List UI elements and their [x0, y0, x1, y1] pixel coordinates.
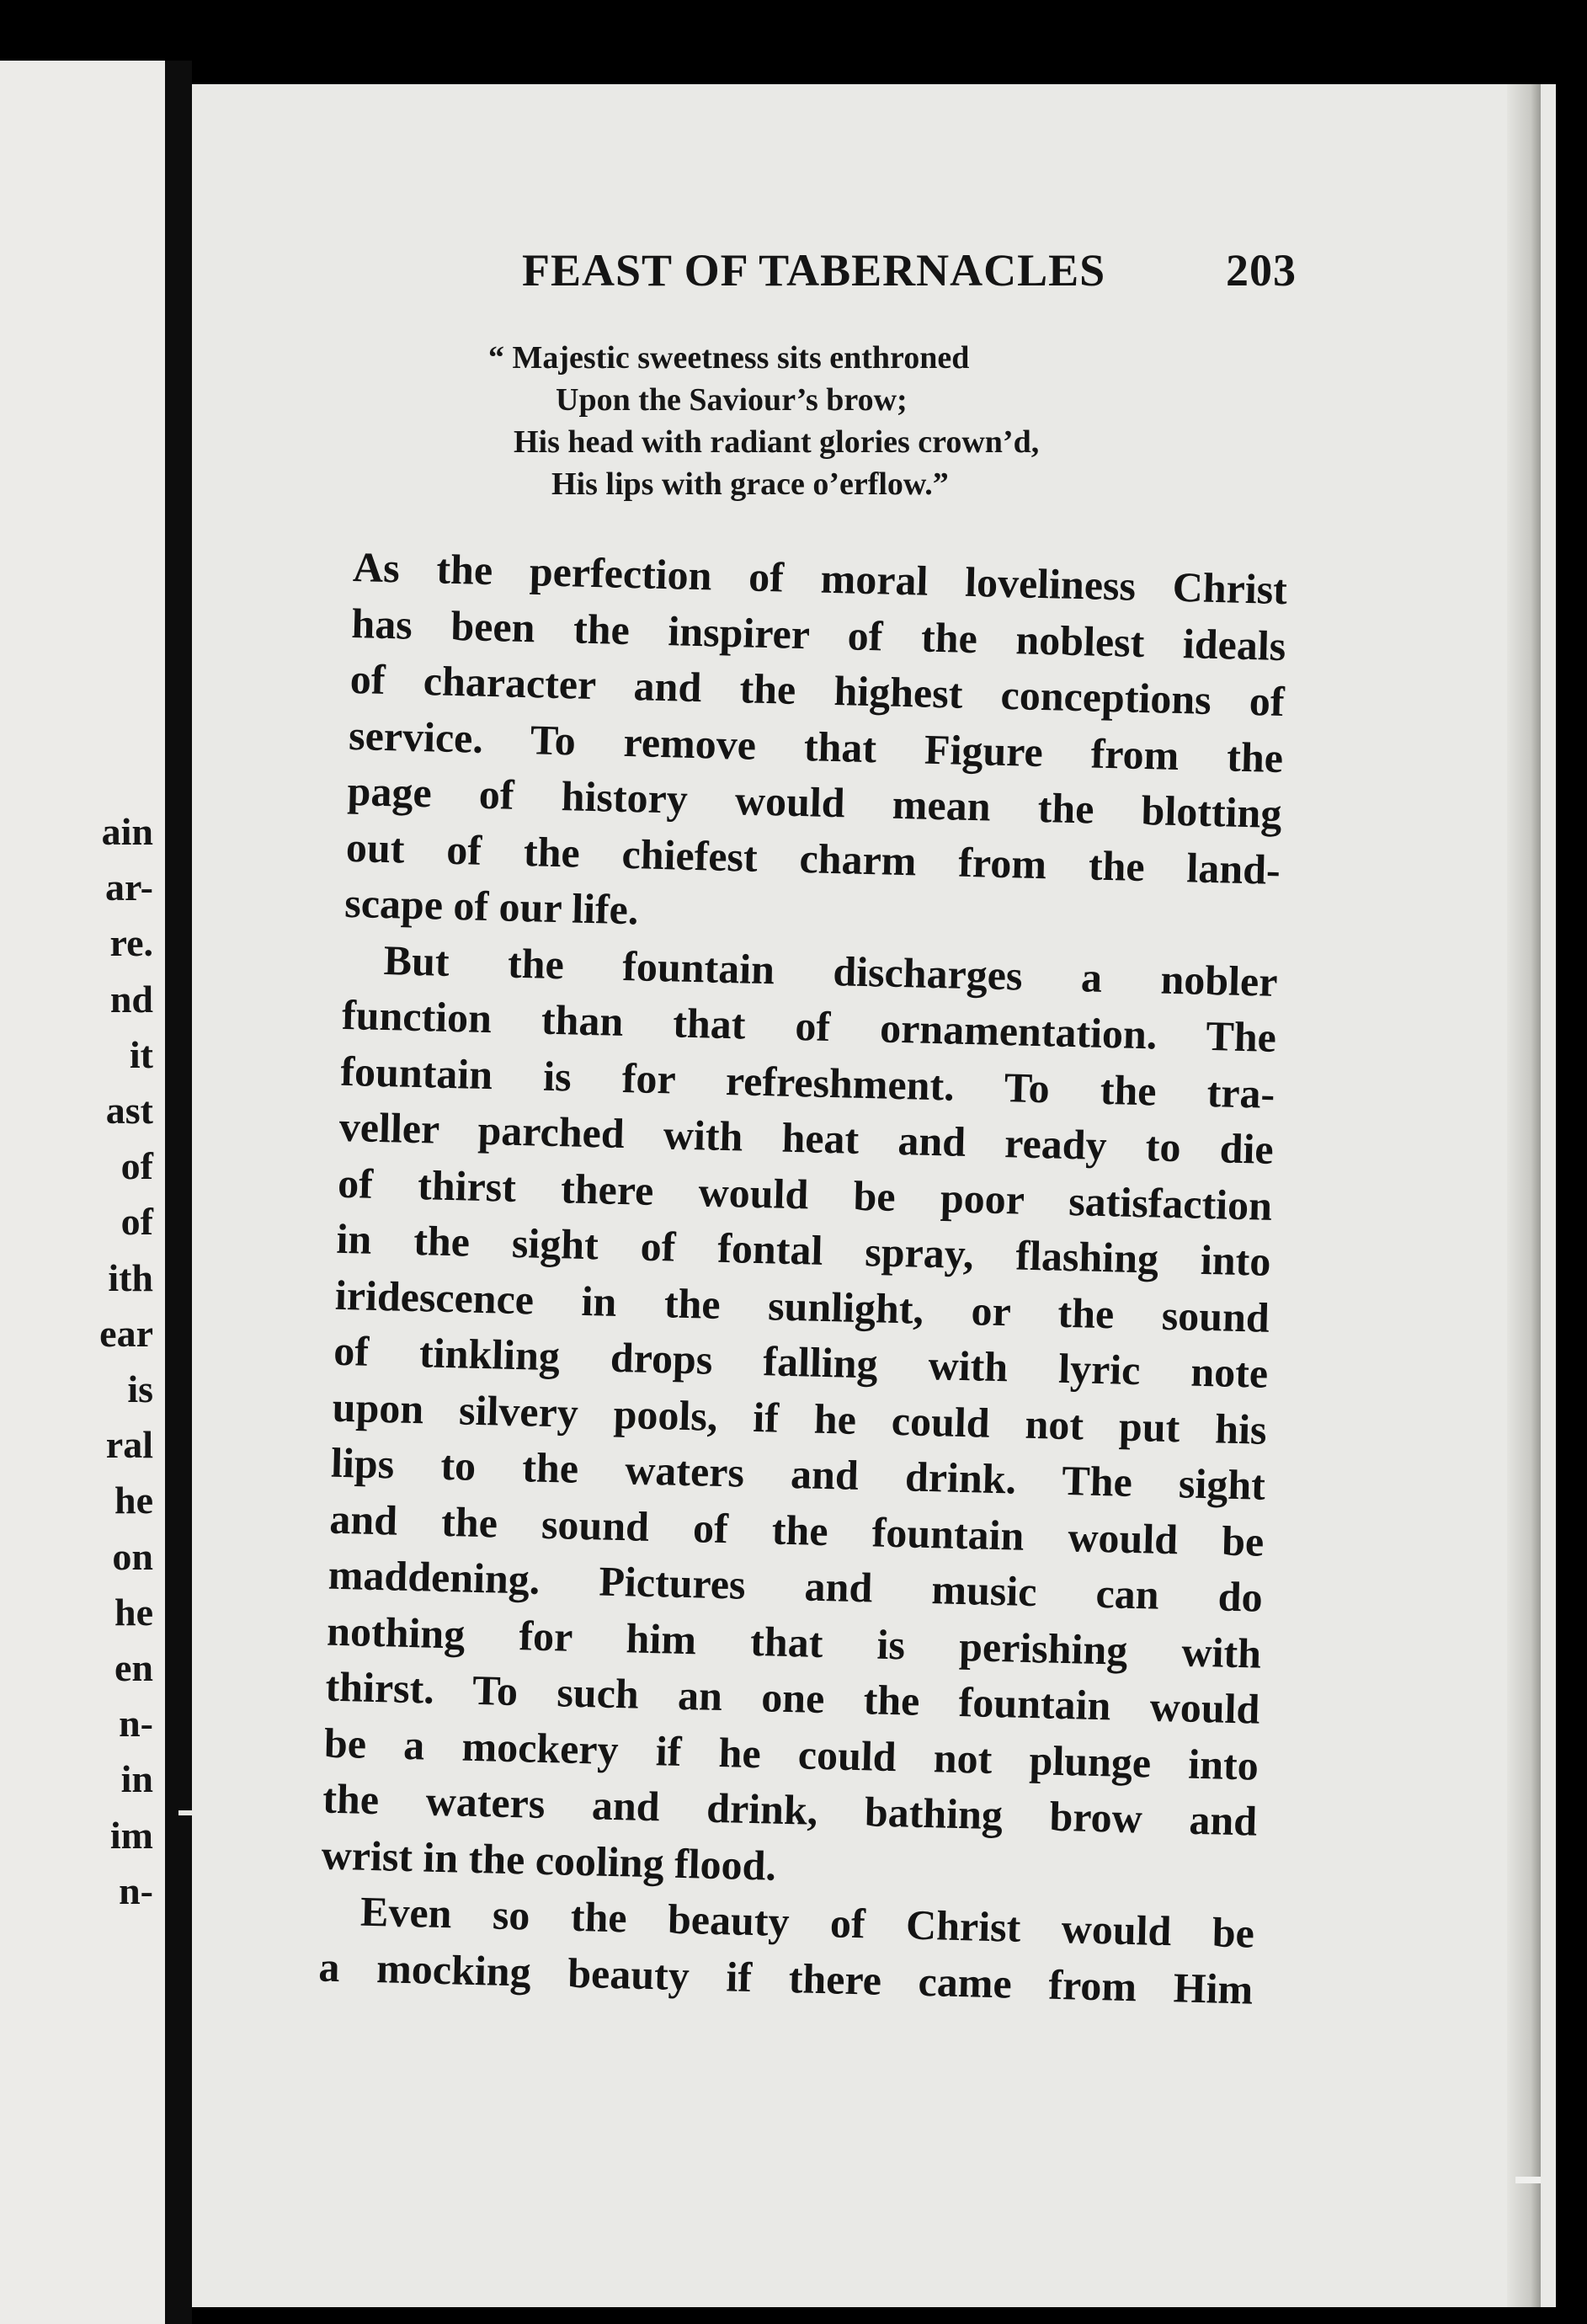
poem-quotation	[488, 337, 1039, 505]
text-line: be a mockery if he could not plunge into	[323, 1719, 1259, 1789]
running-head	[522, 244, 1297, 296]
left-fragment: on	[112, 1534, 153, 1578]
text-line: function than that of ornamentation. The	[341, 990, 1277, 1061]
poem-line: Upon the Saviour’s brow;	[556, 382, 908, 418]
text-line: of thirst there would be poor satisfaction	[337, 1159, 1273, 1229]
left-fragment: ral	[105, 1423, 153, 1467]
left-fragment: n-	[119, 1702, 153, 1746]
left-fragment: it	[129, 1032, 153, 1076]
text-line: has been the inspirer of the noblest ideals	[350, 599, 1286, 669]
text-line: lips to the waters and drink. The sight	[330, 1438, 1266, 1509]
left-fragment: ith	[108, 1255, 153, 1299]
left-fragment: re.	[109, 921, 153, 965]
text-line: in the sight of fontal spray, flashing into	[336, 1214, 1272, 1285]
book-gutter	[165, 61, 192, 2324]
text-line: and the sound of the fountain would be	[328, 1495, 1265, 1565]
text-line: of character and the highest conceptions of	[349, 654, 1286, 726]
left-fragment: he	[114, 1590, 153, 1634]
left-fragment: nd	[109, 977, 153, 1021]
poem-line: “ Majestic sweetness sits enthroned	[488, 340, 970, 376]
left-fragment: of	[120, 1144, 153, 1188]
page-edge-shadow	[1507, 84, 1541, 2307]
poem-line: His lips with grace o’erflow.”	[551, 466, 949, 502]
text-line: Even so the beauty of Christ would be	[359, 1887, 1255, 1957]
text-line: fountain is for refreshment. To the tra-	[339, 1047, 1275, 1117]
text-line: iridescence in the sunlight, or the sound	[334, 1271, 1270, 1341]
gutter-mark	[178, 1810, 192, 1815]
chapter-title: FEAST OF TABERNACLES	[522, 245, 1106, 296]
text-line: nothing for him that is perishing with	[326, 1607, 1262, 1677]
text-line: the waters and drink, bathing brow and	[322, 1774, 1258, 1845]
text-line: a mocking beauty if there came from Him	[317, 1943, 1254, 2013]
left-fragment: in	[120, 1757, 153, 1801]
page-edge-mark	[1515, 2177, 1541, 2183]
text-line: out of the chiefest charm from the land-	[345, 823, 1281, 893]
left-fragment: n-	[119, 1868, 153, 1912]
text-line: thirst. To such an one the fountain would	[325, 1662, 1261, 1733]
text-line: As the perfection of moral loveliness Christ	[352, 542, 1288, 614]
left-fragment: ain	[101, 810, 153, 853]
left-fragment: he	[114, 1479, 153, 1522]
left-fragment: is	[127, 1367, 153, 1411]
text-line: scape of our life.	[343, 878, 640, 934]
text-line: wrist in the cooling flood.	[321, 1831, 777, 1890]
left-fragment: en	[114, 1646, 153, 1690]
text-line: veller parched with heat and ready to die	[338, 1102, 1275, 1173]
text-line: page of history would mean the blotting	[347, 766, 1283, 838]
text-line: of tinkling drops falling with lyric note	[333, 1326, 1269, 1397]
left-fragment: ar-	[104, 866, 153, 909]
poem-line: His head with radiant glories crown’d,	[514, 424, 1040, 460]
text-line: service. To remove that Figure from the	[348, 711, 1284, 781]
text-line: But the fountain discharges a nobler	[383, 935, 1279, 1005]
body-text	[318, 539, 1288, 2018]
page-number: 203	[1226, 245, 1297, 296]
left-fragment: ear	[99, 1311, 153, 1355]
text-line: upon silvery pools, if he could not put his	[332, 1383, 1268, 1453]
left-fragment: of	[120, 1200, 153, 1244]
text-line: maddening. Pictures and music can do	[328, 1550, 1264, 1621]
left-fragment: im	[109, 1813, 153, 1857]
left-page-text-fragments	[0, 804, 165, 1919]
left-fragment: ast	[105, 1089, 153, 1133]
